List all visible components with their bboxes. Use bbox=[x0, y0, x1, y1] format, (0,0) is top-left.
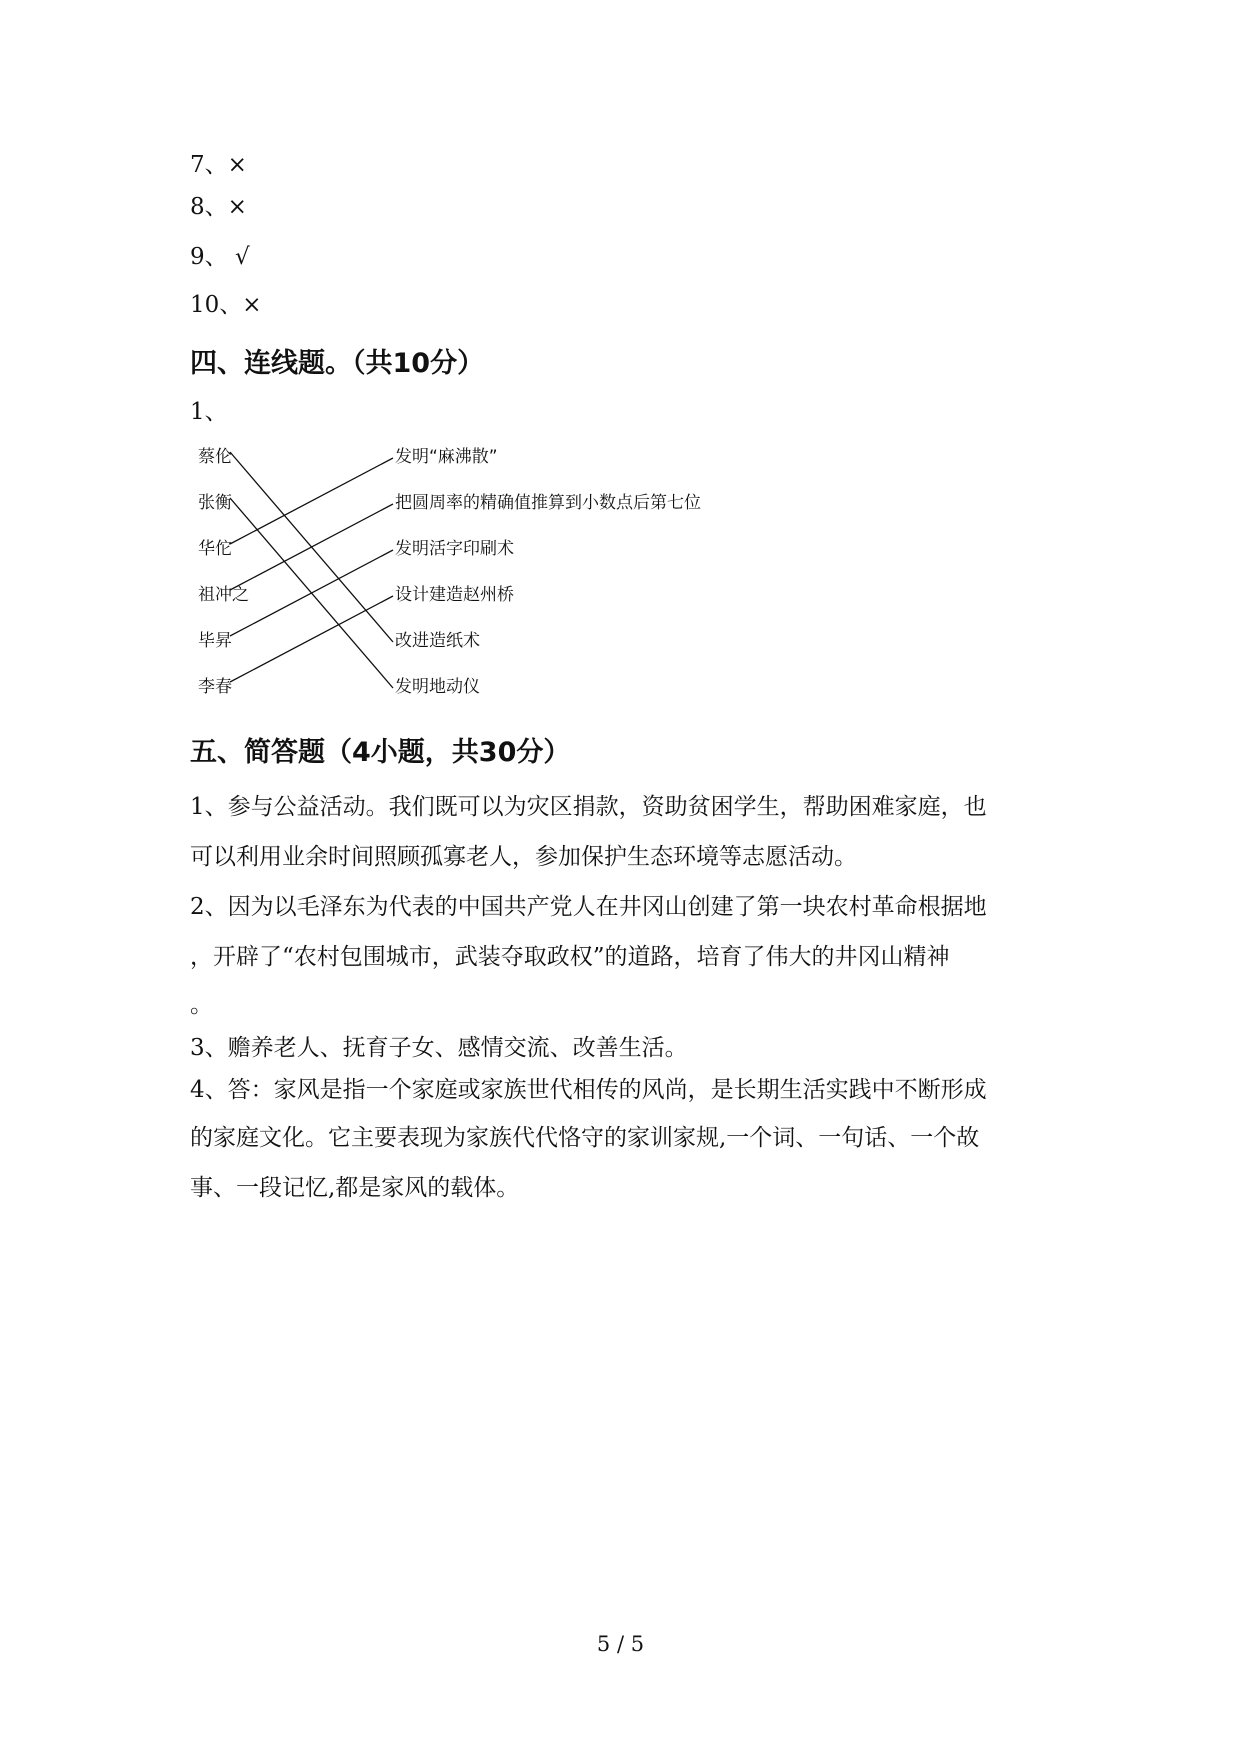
answer-item-10 bbox=[190, 290, 262, 320]
section-heading-matching: 四、连线题。（共10分） bbox=[190, 348, 485, 379]
matching-diagram bbox=[190, 440, 710, 710]
short-answer-line-1: 1、参与公益活动。我们既可以为灾区捐款，资助贫困学生，帮助困难家庭，也 bbox=[190, 794, 987, 820]
check-mark: √ bbox=[234, 244, 250, 270]
match-line bbox=[230, 596, 393, 682]
cross-mark: × bbox=[227, 194, 247, 220]
achievement-label: 发明地动仪 bbox=[395, 677, 480, 697]
achievement-label: 设计建造赵州桥 bbox=[395, 585, 514, 605]
short-answer-line-4: ，开辟了“农村包围城市，武装夺取政权”的道路，培育了伟大的井冈山精神 bbox=[190, 944, 950, 970]
short-answer-line-5: 。 bbox=[190, 992, 213, 1018]
answer-number: 9、 bbox=[190, 244, 228, 270]
matching-item-number: 1、 bbox=[190, 399, 228, 425]
person-label: 毕昇 bbox=[198, 631, 232, 651]
achievement-label: 改进造纸术 bbox=[395, 631, 480, 651]
page-number: 5 / 5 bbox=[596, 1632, 645, 1656]
short-answer-line-7: 4、答：家风是指一个家庭或家族世代相传的风尚，是长期生活实践中不断形成 bbox=[190, 1077, 987, 1103]
person-label: 李春 bbox=[198, 677, 232, 697]
answer-number: 10、 bbox=[190, 292, 243, 318]
cross-mark: × bbox=[242, 292, 262, 318]
answer-number: 7、 bbox=[190, 152, 228, 178]
achievement-label: 发明“麻沸散” bbox=[395, 447, 498, 467]
answer-number: 8、 bbox=[190, 194, 228, 220]
achievement-label: 发明活字印刷术 bbox=[395, 539, 514, 559]
person-label: 蔡伦 bbox=[198, 447, 232, 467]
person-label: 华佗 bbox=[198, 539, 232, 559]
short-answer-line-3: 2、因为以毛泽东为代表的中国共产党人在井冈山创建了第一块农村革命根据地 bbox=[190, 894, 987, 920]
answer-item-9 bbox=[190, 242, 250, 272]
short-answer-line-9: 事、一段记忆,都是家风的载体。 bbox=[190, 1175, 520, 1201]
person-labels bbox=[198, 447, 249, 697]
answer-item-8 bbox=[190, 192, 247, 222]
short-answer-line-8: 的家庭文化。它主要表现为家族代代恪守的家训家规,一个词、一句话、一个故 bbox=[190, 1125, 980, 1151]
cross-mark: × bbox=[227, 152, 247, 178]
match-line bbox=[230, 504, 393, 590]
match-line bbox=[230, 458, 393, 544]
achievement-label: 把圆周率的精确值推算到小数点后第七位 bbox=[395, 493, 701, 513]
match-line bbox=[230, 550, 393, 636]
section-heading-short-answer: 五、简答题（4小题，共30分） bbox=[190, 737, 571, 768]
person-label: 张衡 bbox=[198, 493, 232, 513]
person-label: 祖冲之 bbox=[198, 585, 249, 605]
short-answer-line-6: 3、赡养老人、抚育子女、感情交流、改善生活。 bbox=[190, 1035, 688, 1061]
answer-item-7 bbox=[190, 150, 247, 180]
achievement-labels bbox=[395, 447, 701, 697]
match-lines bbox=[230, 452, 393, 688]
short-answer-line-2: 可以利用业余时间照顾孤寡老人，参加保护生态环境等志愿活动。 bbox=[190, 844, 857, 870]
